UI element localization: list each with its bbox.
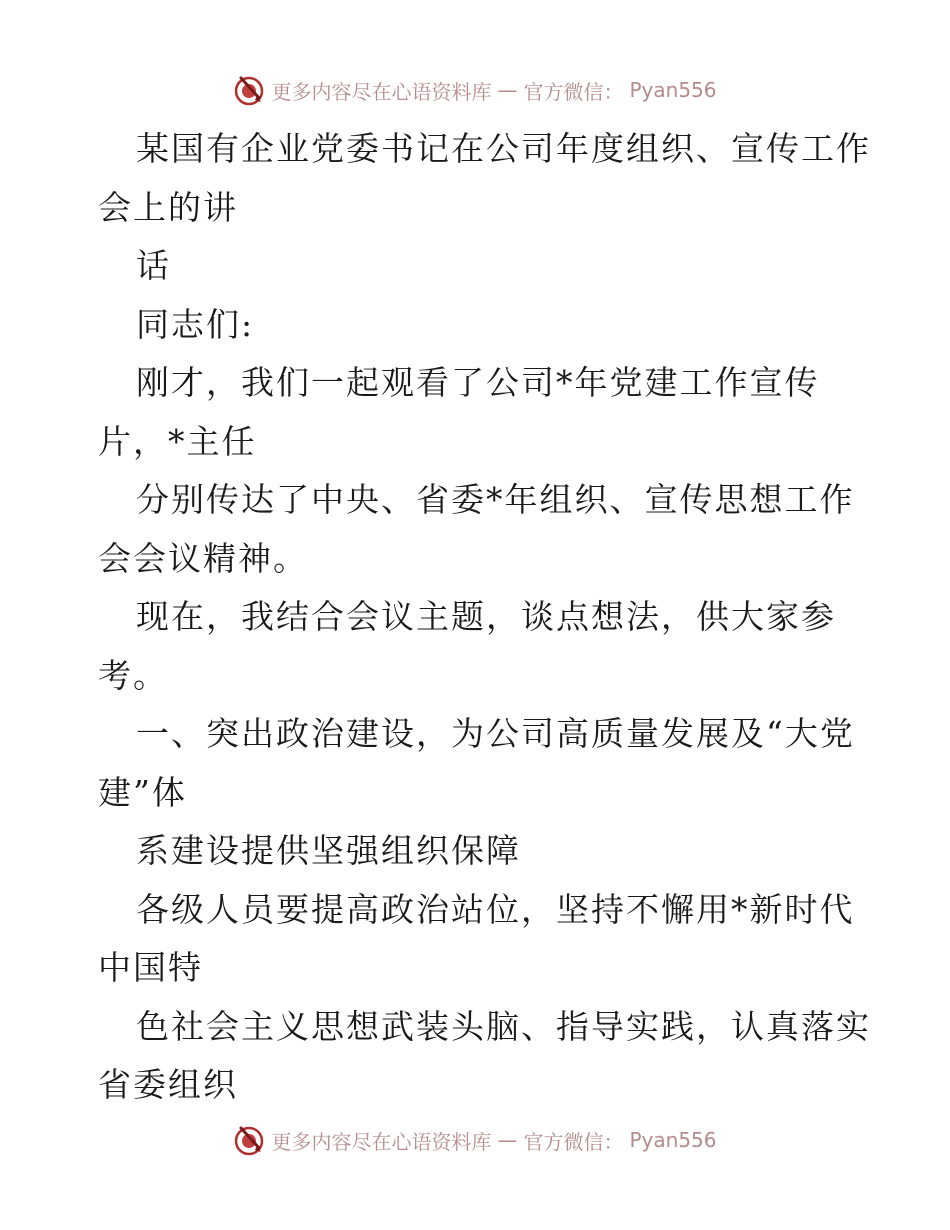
watermark-text: 更多内容尽在心语资料库 [271, 79, 492, 104]
text-line: 色社会主义思想武装头脑、指导实践，认真落实 [136, 1006, 871, 1046]
pen-seal-icon [233, 74, 265, 106]
text-line: 刚才，我们一起观看了公司*年党建工作宣传 [136, 363, 820, 402]
watermark-header [0, 70, 950, 110]
text-line: 建”体 [98, 772, 187, 812]
watermark-wechat-label: 官方微信： [523, 79, 624, 104]
text-line: 会会议精神。 [98, 538, 308, 578]
text-line: 考。 [98, 655, 168, 695]
text-line: 分别传达了中央、省委*年组织、宣传思想工作 [136, 480, 855, 519]
text-line: 一、突出政治建设，为公司高质量发展及“大党 [136, 714, 855, 753]
text-line: 各级人员要提高政治站位，坚持不懈用*新时代 [136, 889, 855, 929]
watermark-separator: — [497, 1128, 518, 1152]
watermark-footer [0, 1120, 950, 1160]
watermark-separator: — [497, 78, 518, 102]
text-line: 片，*主任 [98, 421, 257, 461]
watermark-handle: Pyan556 [629, 78, 717, 102]
text-line: 现在，我结合会议主题，谈点想法，供大家参 [136, 597, 836, 636]
text-line: 会上的讲 [98, 187, 238, 227]
text-line: 中国特 [98, 948, 203, 987]
text-line: 省委组织 [98, 1065, 238, 1104]
pen-seal-icon [233, 1124, 265, 1156]
text-line: 系建设提供坚强组织保障 [136, 831, 521, 870]
watermark-wechat-label: 官方微信： [523, 1129, 624, 1154]
watermark-handle: Pyan556 [629, 1128, 717, 1152]
document-body [98, 120, 871, 1115]
text-line: 同志们: [136, 304, 255, 344]
watermark-text: 更多内容尽在心语资料库 [271, 1129, 492, 1154]
text-line: 某国有企业党委书记在公司年度组织、宣传工作 [136, 129, 871, 168]
text-line: 话 [136, 246, 171, 285]
